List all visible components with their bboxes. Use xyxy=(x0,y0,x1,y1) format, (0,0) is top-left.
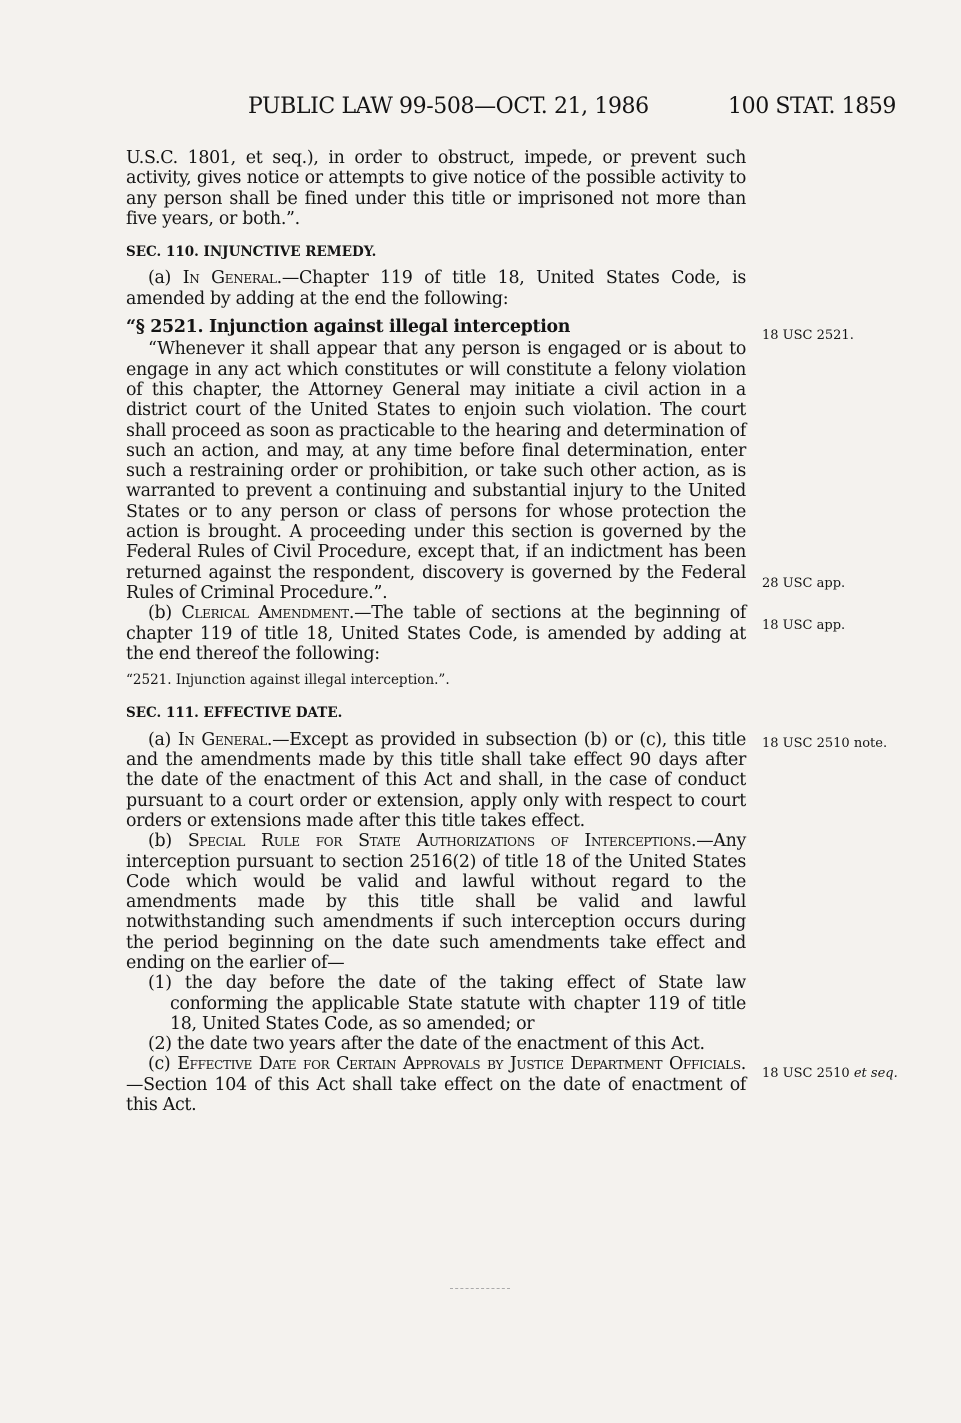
margin-note-18-usc-2521: 18 USC 2521. xyxy=(762,328,854,343)
subsection-text: —Chapter 119 of title 18, United States Code, is amended by adding at the end the following: xyxy=(126,268,746,309)
section-2521-heading: “§ 2521. Injunction against illegal interception xyxy=(126,317,571,338)
section-111-subsection-c xyxy=(126,1054,746,1115)
subsection-text: —Any interception pursuant to section 2516(2) of title 18 of the United States Code which would be valid and lawful without regard to the amendments made by this title shall be valid and lawful notwithstanding such amendments if such interception occurs during the period beginning on the date such amendments take effect and ending on the earlier of— xyxy=(126,831,746,973)
subsection-heading: Effective Date for Certain Approvals by Justice Department Officials. xyxy=(177,1054,746,1075)
section-2521-text: “Whenever it shall appear that any person is engaged or is about to engage in any act which constitutes or will constitute a felony violation of this chapter, the Attorney General may initiate a civil action in a district court of the United States to enjoin such violation. The court shall proceed as soon as practicable to the hearing and determination of such an action, and may, at any time before final determination, enter such a restraining order or prohibition, or take such other action, as is warranted to prevent a continuing and substantial injury to the United States or to any person or class of persons for whose protection the action is brought. A proceeding under this section is governed by the Federal Rules of Civil Procedure, except that, if an indictment has been returned against the respondent, discovery is governed by the Federal Rules of Criminal Procedure.”. xyxy=(126,339,746,603)
margin-note-citation: 18 USC 2510 xyxy=(762,1066,854,1081)
subsection-heading: Clerical Amendment. xyxy=(181,603,355,624)
subsection-heading: In General. xyxy=(177,729,273,750)
margin-note-18-usc-app: 18 USC app. xyxy=(762,618,846,633)
statute-body xyxy=(126,148,746,1115)
margin-note-28-usc-app: 28 USC app. xyxy=(762,576,846,591)
margin-note-18-usc-2510-et-seq xyxy=(762,1066,912,1081)
section-111-subsection-a xyxy=(126,730,746,831)
subsection-text: —Section 104 of this Act shall take effect on the date of enactment of this Act. xyxy=(126,1074,746,1116)
margin-note-18-usc-2510-note: 18 USC 2510 note. xyxy=(762,736,888,751)
margin-note-et-seq: et seq. xyxy=(853,1066,898,1081)
section-110-subsection-b xyxy=(126,603,746,664)
table-of-sections-item: “2521. Injunction against illegal interception.”. xyxy=(126,672,450,689)
list-item-1: (1) the day before the date of the taking effect of State law conforming the applicable State statute with chapter 119 of title 18, United States Code, as so amended; or xyxy=(148,973,746,1034)
subsection-label: (c) xyxy=(148,1054,178,1075)
page-footer-mark xyxy=(450,1288,510,1291)
subsection-heading: Special Rule for State Authorizations of Interceptions. xyxy=(187,831,697,852)
subsection-label: (b) xyxy=(148,603,182,624)
list-item-2: (2) the date two years after the date of the enactment of this Act. xyxy=(148,1034,705,1055)
subsection-label: (a) xyxy=(148,729,178,750)
section-111-heading: SEC. 111. EFFECTIVE DATE. xyxy=(126,705,343,722)
page-header-stat: 100 STAT. 1859 xyxy=(728,94,897,119)
continued-paragraph: U.S.C. 1801, et seq.), in order to obstruct, impede, or prevent such activity, gives notice or attempts to give notice of the possible activity to any person shall be fined under this title or imprisoned not more than five years, or both.”. xyxy=(126,148,746,229)
section-111-subsection-b xyxy=(126,831,746,973)
subsection-label: (b) xyxy=(148,831,188,852)
subsection-label: (a) xyxy=(148,268,183,289)
section-110-heading: SEC. 110. INJUNCTIVE REMEDY. xyxy=(126,244,377,261)
subsection-text: —The table of sections at the beginning of chapter 119 of title 18, United States Code, is amended by adding at the end thereof the following: xyxy=(126,603,747,664)
page-header-title: PUBLIC LAW 99-508—OCT. 21, 1986 xyxy=(248,94,649,119)
subsection-text: —Except as provided in subsection (b) or (c), this title and the amendments made by this title shall take effect 90 days after the date of the enactment of this Act and shall, in the case of conduct pursuant to a court order or extension, apply only with respect to court orders or extensions made after this title takes effect. xyxy=(126,729,746,831)
section-110-subsection-a xyxy=(126,268,746,309)
subsection-heading: In General. xyxy=(182,268,282,289)
